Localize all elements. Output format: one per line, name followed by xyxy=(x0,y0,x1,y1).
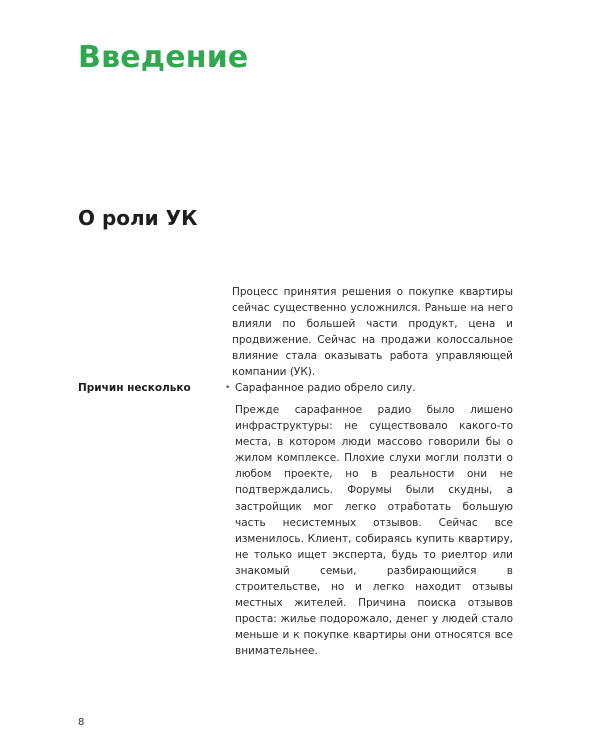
section-title: О роли УК xyxy=(78,206,198,230)
bullet-item xyxy=(226,380,513,396)
chapter-title: Введение xyxy=(78,40,249,75)
intro-paragraph: Процесс принятия решения о покупке квартиры сейчас существенно усложнился. Раньше на него влияли по большей части продукт, цена и продвижение. Сейчас на продажи колоссальное влияние стала оказывать работа управляющей компании (УК). xyxy=(232,286,513,378)
bullet-text: Сарафанное радио обрело силу. xyxy=(235,382,416,394)
bullet-list xyxy=(226,380,513,396)
bullet-marker: • xyxy=(225,383,231,393)
bullet-body-paragraph: Прежде сарафанное радио было лишено инфраструктуры: не существовало какого-то места, в котором люди массово говорили бы о жилом комплексе. Плохие слухи могли ползти о любом проекте, но в реальности они не подтверждались. Форумы были скудны, а застройщик мог легко отработать большую часть несистемных отзывов. Сейчас все изменилось. Клиент, собираясь купить квартиру, не только ищет эксперта, будь то риелтор или знакомый семьи, разбирающийся в строительстве, но и легко находит отзывы местных жителей. Причина поиска отзывов проста: жилье подорожало, денег у людей стало меньше и к покупке квартиры они относятся все внимательнее. xyxy=(235,404,513,658)
side-label: Причин несколько xyxy=(78,382,191,394)
page-number: 8 xyxy=(78,717,85,728)
